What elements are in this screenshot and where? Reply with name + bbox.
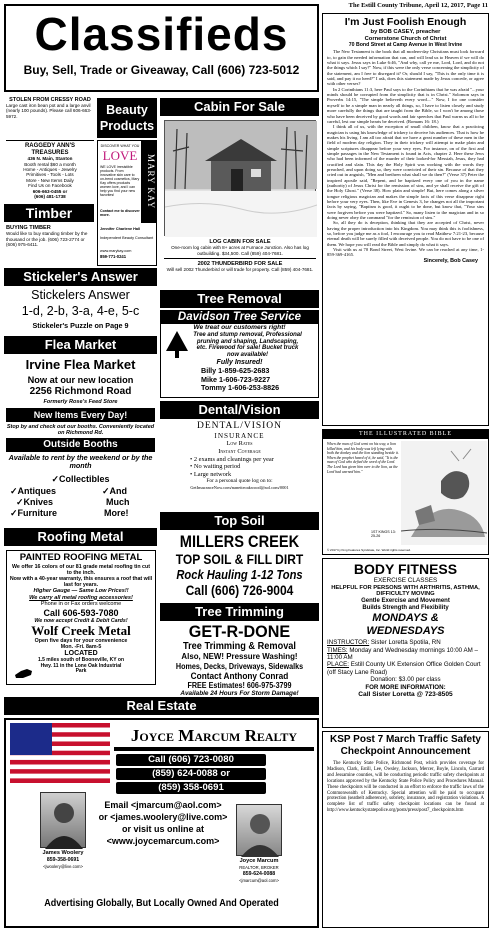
topsoil-name: MILLERS CREEK <box>179 532 300 551</box>
cabin-photo <box>164 120 316 236</box>
flea-item: More! <box>104 508 129 518</box>
tree-trimming-ad <box>160 622 319 697</box>
classifieds-banner <box>4 4 319 92</box>
tree-trimming-pressure: Also, NEW! Pressure Washing! <box>181 651 298 661</box>
fitness-helpful: HELPFUL FOR PERSONS WITH ARTHRITIS, ASTHMA, DIFFICULTY MOVING <box>331 584 480 598</box>
real-estate-company: Joyce Marcum Realty <box>130 726 298 745</box>
flag-stripe <box>10 755 110 760</box>
raggedy-ad <box>6 143 94 203</box>
beauty-name: Jennifer Charlene Hall <box>100 227 141 231</box>
foolish-address: 70 Bond Street at Camp Avenue in West Irvine <box>348 42 463 49</box>
fitness-donation: Donation: $3.00 per class <box>370 676 441 684</box>
flea-item: ✓Knives <box>16 497 54 507</box>
tree-trimming-homes: Homes, Decks, Driveways, Sidewalks <box>175 661 304 671</box>
tree-icon <box>164 329 190 359</box>
tree-trimming-estimates: FREE Estimates! 606-975-3799 <box>187 680 292 690</box>
beauty-header: Beauty Products <box>97 98 157 138</box>
dental-bullet: • Large network <box>190 470 232 478</box>
tree-removal-company: Davidson Tree Service <box>161 311 318 324</box>
bible-illustration <box>401 441 487 545</box>
timber-header: Timber <box>4 204 94 222</box>
flag-stripe <box>10 760 110 765</box>
cabin-body: One-room log cabin with 8+ acres at Furnace Junction. Also has log outbuilding. $34,500. Call (859) 404-7681. <box>171 245 309 256</box>
agent-photo-joyce <box>236 804 282 856</box>
real-estate-ad <box>4 718 319 928</box>
bible-quote: When the man of God went on his way, a lion killed him, and his body was left lying with both the donkey and the lion standing beside it. When the prophet heard of it, he said, "It is the man of God who defied the word of the Lord. The Lord has given him over to the lion, as the Lord had warned him." <box>327 442 399 474</box>
tree-removal-services: Tree and stump removal, Professional pruning and shaping, Landscaping, etc. Firewood for sale! Bucket truck now available! <box>193 331 302 359</box>
agent2-phone: 859-624-0088 <box>242 871 276 877</box>
real-estate-call: Call (606) 723-0080 <box>116 754 266 766</box>
roofing-accept: We now accept Credit & Debit Cards! <box>34 617 128 624</box>
roofing-header: Roofing Metal <box>4 528 157 546</box>
fitness-times: TIMES: Monday and Wednesday mornings 10:00 AM – 11:00 AM <box>327 646 478 661</box>
stolen-body: Large cast iron bean pot and a large anvil (nearly 100 pounds). Please call 606-663-5972. <box>6 103 92 119</box>
stickeler-answer: 1-d, 2-b, 3-a, 4-e, 5-c <box>21 304 140 318</box>
foolish-paragraph: So, all they do is deception, thinking that they are accepted of Christ, never having the proper introduction into his Kingdom. You may think this is foolishness, so, before you judge me as a fool, I encourage you to read Matthew 7:21-23, because eternal death will be surely filled with deceived people. You do not have to be one of them. We hope you will read the Bible and simply do what it says. <box>327 220 484 247</box>
dental-header: Dental/Vision <box>160 401 319 419</box>
flea-item: ✓And <box>102 486 128 496</box>
roofing-located: LOCATED <box>64 649 98 657</box>
fitness-instructor: INSTRUCTOR: Sister Loretta Spotila, RN <box>327 639 441 647</box>
thunderbird-body: Will sell 2002 Thunderbird or will trade for property. Call (859) 404-7681. <box>166 267 314 273</box>
flag-stripe <box>10 774 110 779</box>
agent1-phone: 859-358-0691 <box>46 857 80 863</box>
tree-trimming-storm: Available 24 Hours For Storm Damage! <box>180 689 299 697</box>
dental-insurance: INSURANCE <box>214 432 265 440</box>
flea-name: Irvine Flea Market <box>25 357 136 372</box>
cabin-photo-graphic <box>165 121 317 237</box>
tree-removal-phone: Tommy 1-606-253-8826 <box>201 383 280 393</box>
roofing-carry: We carry all metal roofing accessories! <box>29 594 133 601</box>
agent2-role: REALTOR, BROKER <box>239 865 279 870</box>
flag-stripe <box>10 778 110 783</box>
topsoil-product: TOP SOIL & FILL DIRT <box>175 551 304 567</box>
timber-ad <box>6 225 94 265</box>
flea-location: Now at our new location <box>27 375 134 385</box>
cabin-header: Cabin For Sale <box>160 98 319 116</box>
stickeler-heading: Stickelers Answer <box>31 288 130 302</box>
roofing-call: Call 606-593-7080 <box>43 607 119 618</box>
page-header: The Estill County Tribune, April 12, 2017, Page 11 <box>348 2 488 9</box>
topsoil-rock: Rock Hauling 1-12 Tons <box>176 567 303 582</box>
raggedy-line: 436 N. Main, Stanton <box>27 156 73 162</box>
raggedy-line: More - New Items Daily <box>26 177 74 183</box>
dental-coverage: Instant Coverage <box>218 448 261 455</box>
bible-title: THE ILLUSTRATED BIBLE <box>323 430 488 439</box>
beauty-body: WE LOVE irresistible products. From innovative skin care to on-trend cosmetics, Mary Kay offers products women love, and I can help you find your new favorites! <box>100 165 140 197</box>
foolish-paragraph: I think all of us, with the exception of small children, know that a practicing magician is using his knowledge of trickery to deceive his audiences. That is how he makes his living. I am all too afraid that we have a great number of these men in the field of modern day religion. They in their trickery will attempt to make plain and simple scriptures disappear before your very eyes. For instance, on of the first and simple passages in the New Testament is found in Acts, chapter 2. Here these Jews who had been informed of the murder of their looked-for Messiah, Jesus, they had crucified and slain. This day the Holy Spirit was working with the words they preached, and upon doing so, they were convicted of their sin. Because of that they cried out in anguish, "Men and brethren what shall we do then?" (Verse 37) Peter the inspired apostle said, "Repent, and be baptized every one of you in the name (authority) of Jesus Christ for the remission of sins, and ye shall receive the gift of the Holy Ghost." (Verse 38). How plain and simple! But, here comes along a silver tongue religious magician and makes the simple facts of this verse disappear right before your very eyes. Then, like Eve in Genesis 3, he changes not all the important facts by saying, "Baptism is good, it ought to be done, but know that, "Your sins were forgiven before you were baptized." So, many listen to the magician and in so doing never obey the command "for the remission of sins." <box>327 124 484 221</box>
agent-photo-james <box>40 792 86 848</box>
thunderbird-heading: 2002 THUNDERBIRD FOR SALE <box>197 261 283 267</box>
beauty-love: LOVE <box>102 148 138 163</box>
beauty-discover: DISCOVER WHAT YOU <box>100 144 140 148</box>
foolish-paragraph: Visit with us at 70 Bond Street, West Irvine. We can be reached at any time, 1-859-369-4165. <box>327 247 484 258</box>
foolish-article <box>322 13 489 426</box>
ksp-article <box>322 731 489 928</box>
flea-stop: Stop by and check out our booths. Conveniently located on Richmond Rd. <box>6 424 155 437</box>
tree-trimming-company: GET-R-DONE <box>188 622 291 641</box>
flea-new-items: New Items Every Day! <box>6 408 155 422</box>
dental-bullet: • No waiting period <box>190 463 241 471</box>
stickeler-puzzle: Stickeler's Puzzle on Page 9 <box>32 321 129 330</box>
real-estate-header: Real Estate <box>4 697 319 715</box>
flea-collectibles-label: Collectibles <box>59 474 110 484</box>
beauty-contact: Contact me to discover more. <box>100 209 140 218</box>
roofing-directions: 1.5 miles south of Booneville, KY on Hwy. 11 in the Lone Oak Industrial Park <box>37 656 125 675</box>
raggedy-line: Home - Antiques - Jewelry <box>23 167 77 172</box>
stolen-ad <box>6 97 94 137</box>
raggedy-line: Primitives - Tools - Lots <box>26 172 74 178</box>
raggedy-line: (606) 481-1738 <box>34 194 66 200</box>
dental-quote: For a personal quote log on to: <box>206 478 273 485</box>
topsoil-ad <box>160 533 319 599</box>
real-estate-phone3: (859) 358-0691 <box>116 782 266 794</box>
flea-rent: Available to rent by the weekend or by the month <box>8 453 153 471</box>
topsoil-header: Top Soil <box>160 512 319 530</box>
bible-copyright: © 2017 by King Features Syndicate, Inc. World rights reserved. <box>327 548 411 552</box>
roofing-warranty: Now with a 40-year warranty, this ensures a roof that will last for years. <box>9 576 153 588</box>
roofing-hours: Open five days for your convenience <box>34 637 128 644</box>
agent1-name: James Woolery <box>42 850 84 856</box>
dental-rates: Low Rates <box>226 440 253 448</box>
real-estate-phone2: (859) 624-0088 or <box>116 768 266 780</box>
roofing-offer: We offer 16 colors of our 81 grade metal roofing tin cut to the inch. <box>12 564 150 576</box>
roofing-painted: PAINTED ROOFING METAL <box>19 552 143 563</box>
raggedy-title: RAGGEDY ANN'S TREASURES <box>24 143 76 156</box>
tree-trimming-header: Tree Trimming <box>160 603 319 621</box>
stolen-title: STOLEN FROM CRESSY ROAD <box>9 97 91 103</box>
flag-stripe <box>10 769 110 774</box>
fitness-title: BODY FITNESS <box>353 561 458 577</box>
real-estate-tagline: Advertising Globally, But Locally Owned And Operated <box>44 898 279 909</box>
cabin-heading: LOG CABIN FOR SALE <box>209 239 271 245</box>
fitness-days: MONDAYS & WEDNESDAYS <box>366 612 445 637</box>
flea-item: Much <box>106 497 130 507</box>
beauty-phone: 859-771-0241 <box>100 254 127 259</box>
fitness-place: PLACE: Estill County UK Extension Office Golden Court (off Stacy Lane Road) <box>327 661 481 676</box>
agent1-email: <jwoolery@live.com> <box>43 864 83 869</box>
mary-kay-logo: MARY KAY <box>146 154 156 210</box>
tree-removal-phone: Mike 1-606-723-9227 <box>201 374 271 384</box>
cabin-ad <box>164 239 316 256</box>
tree-removal-ad <box>160 310 319 398</box>
flea-header: Flea Market <box>4 336 157 354</box>
real-estate-visit: or visit us online at <box>121 824 204 834</box>
tree-trimming-contact: Contact Anthony Conrad <box>190 670 289 681</box>
timber-body: Would like to buy standing timber by the thousand or the job. (606) 723-2774 or (606) 975-6411. <box>6 231 88 248</box>
ksp-title: KSP Post 7 March Traffic Safety Checkpoint Announcement <box>330 734 481 757</box>
body-fitness-ad <box>322 558 489 728</box>
tree-removal-treat: We treat our customers right! <box>193 324 286 331</box>
foolish-closing: Sincerely, Bob Casey <box>423 257 478 264</box>
stickeler-header: Stickeler's Answer <box>4 268 157 286</box>
ksp-body: The Kentucky State Police, Richmond Post, which provides coverage for Madison, Clark, Estill, Lee, Owsley, Jackson, Mercer, Boyle, Lincoln, Garrard and Jessamine counties, will be conducting periodic traffic safety checkpoints at locations approved by the Kentucky State Police Policy and Procedures Manual. These checkpoints will be conducted in an effort to enforce the traffic laws of the Commonwealth of Kentucky. Special attention will be paid to occupant protection (seatbelt adherence), sobriety, insurance, and registration violations. A complete list of traffic safety checkpoint locations can be found at http://www.kentuckystatepolice.org/posts/press/post7_checkpoints.htm <box>327 761 484 814</box>
agent2-email: <jmarcum@aol.com> <box>239 878 279 883</box>
beauty-ad <box>97 140 157 266</box>
roofing-higher: Higher Gauge — Same Low Prices!! <box>33 588 129 594</box>
bible-ref: 1ST KINGS 13: 25-26 <box>371 530 396 539</box>
tree-removal-header: Tree Removal <box>160 290 319 308</box>
tree-removal-insured: Fully Insured! <box>216 359 263 367</box>
dental-heading: DENTAL/VISION <box>196 421 283 431</box>
classifieds-tagline: Buy, Sell, Trade or Giveaway, Call (606) 723-5012 <box>23 63 300 77</box>
dental-bullet: • 2 exams and cleanings per year <box>190 455 274 463</box>
thunderbird-ad <box>164 261 316 273</box>
dental-ad <box>160 421 319 509</box>
dental-site: GetInsuranceNow.com/nanetteoakwood@aol.com/0001 <box>190 484 289 490</box>
raggedy-line: Booth rental $60 a month <box>24 161 76 167</box>
flea-collectibles: ✓Collectibles <box>51 474 110 484</box>
timber-heading: BUYING TIMBER <box>6 225 51 231</box>
beauty-role: Independent Beauty Consultant <box>100 236 154 240</box>
flea-outside-booths: Outside Booths <box>6 438 155 452</box>
raggedy-line: Find Us on Facebook <box>28 183 72 189</box>
roofing-days: Mon. -Fri. 8am-5 <box>60 643 102 650</box>
foolish-church: Cornerstone Church of Christ <box>364 35 447 42</box>
beauty-site: www.marykay.com <box>100 249 132 253</box>
foolish-paragraph: The New Testament is the book that all modern-day Christians must look forward to, to gain the needed information that can, and will lead us to Heaven if we will do what it says. Jesus says in Luke 6:46, "And why, call ye me, Lord, Lord, and do not the things which I say?" Now, if this were the only verse concerning the simplicity of the statement, am I free to disregard it? Or, should I say, "This is the only time it is said, and pay it no heed?" I ask, does this statement made by Jesus concede, or agree with other verses? <box>327 49 484 87</box>
flea-item: ✓Furniture <box>10 508 58 518</box>
illustrated-bible <box>322 429 489 555</box>
roofing-phone-fax: Phone in or Fax orders welcome <box>40 601 122 608</box>
agent2-name: Joyce Marcum <box>239 858 279 864</box>
flea-item: ✓Antiques <box>10 486 57 496</box>
topsoil-call: Call (606) 726-9004 <box>185 582 294 598</box>
real-estate-site: <www.joycemarcum.com> <box>106 836 220 846</box>
real-estate-email1: Email <jmarcum@aol.com> <box>104 800 222 810</box>
flea-formerly: Formerly Rose's Feed Store <box>43 399 118 405</box>
roofing-company: Wolf Creek Metal <box>31 622 131 638</box>
raggedy-line: 606-663-0455 or <box>32 188 68 194</box>
foolish-byline: by BOB CASEY, preacher <box>370 29 441 35</box>
foolish-paragraph: In 2 Corinthians 11:3, here Paul says to the Corinthians that he was afraid "...your minds should be corrupted from the simplicity that is in Christ." Solomon says in Proverbs 14:15, "The simple believeth every word...." Now, I for one consider myself to be a simple man in nearly all things, so, I have to listen closely and study more carefully the things that are taught from the Bible, so I won't be among those who have been deceived by good words and fair speeches that Paul warns us all to be careful, lest our simple hearts be deceived. (Romans 16: 18.) <box>327 86 484 124</box>
american-flag-graphic <box>10 723 110 783</box>
tree-removal-phone: Billy 1-859-625-2683 <box>201 366 270 376</box>
fitness-gentle: Gentle Exercise and Movement <box>361 598 450 605</box>
kentucky-map-icon <box>13 663 33 683</box>
fitness-builds: Builds Strength and Flexibility <box>362 605 449 612</box>
tree-trimming-services: Tree Trimming & Removal <box>182 641 296 652</box>
foolish-title: I'm Just Foolish Enough <box>344 16 467 28</box>
fitness-more: FOR MORE INFORMATION: <box>365 683 446 691</box>
fitness-classes: EXERCISE CLASSES <box>373 577 438 584</box>
flag-stripe <box>10 765 110 770</box>
roofing-ad <box>6 550 156 685</box>
flea-address: 2256 Richmond Road <box>29 386 132 397</box>
classifieds-title: Classifieds <box>34 8 289 60</box>
real-estate-email2: or <james.woolery@live.com> <box>98 812 228 822</box>
fitness-call: Call Sister Loretta @ 723-8505 <box>358 691 453 699</box>
